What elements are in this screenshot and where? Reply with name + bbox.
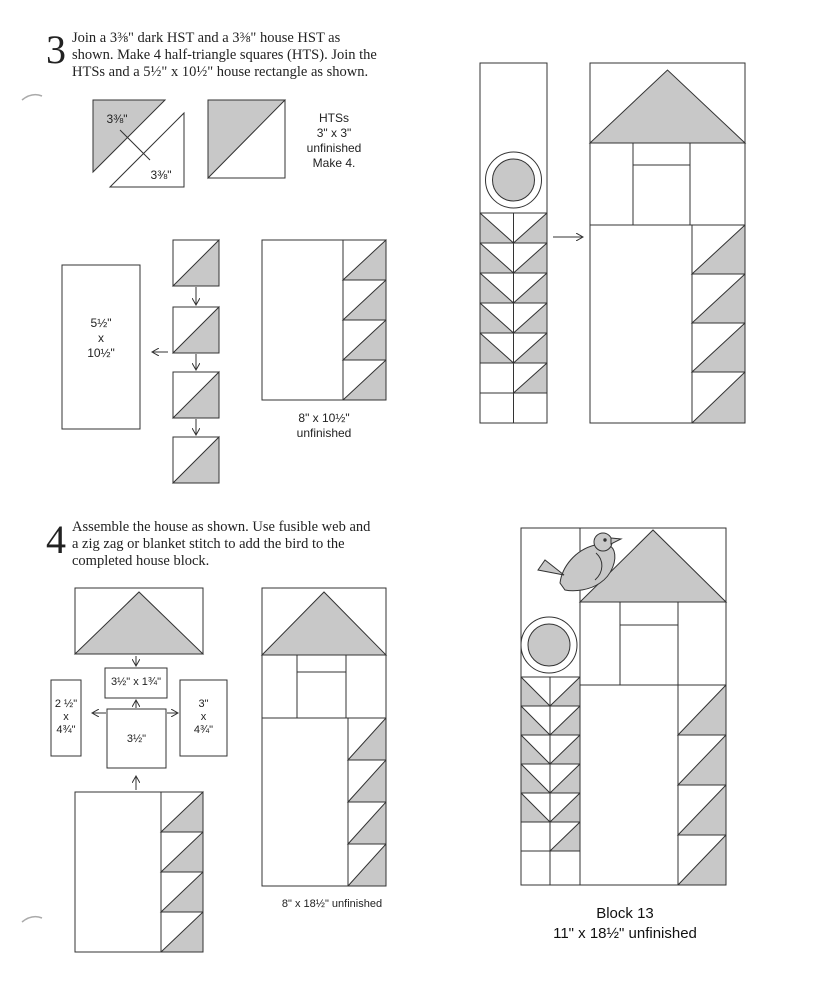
step-4-number: 4 (46, 517, 66, 562)
hts-label-line-3: unfinished (306, 141, 362, 155)
left-label-line-2: x (63, 711, 69, 723)
block-13-diagram (521, 528, 726, 885)
roof-unit (75, 588, 203, 654)
binder-hole-top (22, 95, 42, 100)
block-title: Block 13 (596, 905, 654, 922)
step-4-line-3: completed house block. (72, 553, 210, 569)
unit-size-line-2: unfinished (296, 426, 352, 440)
step-3-unit-rotated (75, 792, 203, 952)
left-label-line-1: 2 ½" (54, 698, 78, 710)
assembled-house-unit (262, 588, 386, 886)
rect-label-line-3: 10½" (87, 346, 115, 360)
step-3-line-2: shown. Make 4 half-triangle squares (HTS). Join the (72, 47, 377, 63)
step-4-line-2: a zig zag or blanket stitch to add the bird to the (72, 536, 345, 552)
step-3-line-3: HTSs and a 5½" x 10½" house rectangle as shown. (72, 64, 369, 80)
hts-size-label (296, 111, 372, 171)
dark-hst-label: 3⅜" (106, 112, 128, 126)
right-wall-label (180, 698, 227, 737)
house-unit-top (590, 63, 745, 423)
step-3-line-1: Join a 3⅜" dark HST and a 3⅜" house HST as (72, 30, 341, 46)
right-label-line-1: 3" (198, 698, 209, 710)
door-top-label: 3½" x 1¾" (110, 676, 161, 688)
left-wall-label (51, 698, 81, 737)
hts-label-line-4: Make 4. (312, 156, 356, 170)
rect-label-line-2: x (98, 331, 104, 345)
step-4-unit-size: 8" x 18½" unfinished (281, 898, 383, 910)
hst-join-arrow (120, 130, 150, 160)
binder-hole-bottom (22, 917, 42, 922)
hts-square (208, 100, 285, 178)
step-3-number: 3 (46, 27, 66, 72)
hts-column (173, 240, 219, 483)
rectangle-size-label (62, 316, 140, 361)
flower-column (480, 63, 547, 423)
step-3-unit-size (272, 411, 376, 441)
step-4-line-1: Assemble the house as shown. Use fusible web and (72, 519, 371, 535)
unit-size-line-1: 8" x 10½" (298, 411, 350, 425)
rect-label-line-1: 5½" (90, 316, 112, 330)
block-size: 11" x 18½" unfinished (553, 925, 697, 942)
left-label-line-3: 4¾" (56, 724, 76, 736)
right-label-line-2: x (200, 711, 207, 723)
step-3-joined-unit (262, 240, 386, 400)
door-center-label: 3½" (126, 733, 147, 745)
hts-label-line-2: 3" x 3" (316, 126, 352, 140)
right-label-line-3: 4¾" (193, 724, 214, 736)
house-hst-label: 3⅜" (150, 168, 172, 182)
hts-label-line-1: HTSs (319, 111, 349, 125)
